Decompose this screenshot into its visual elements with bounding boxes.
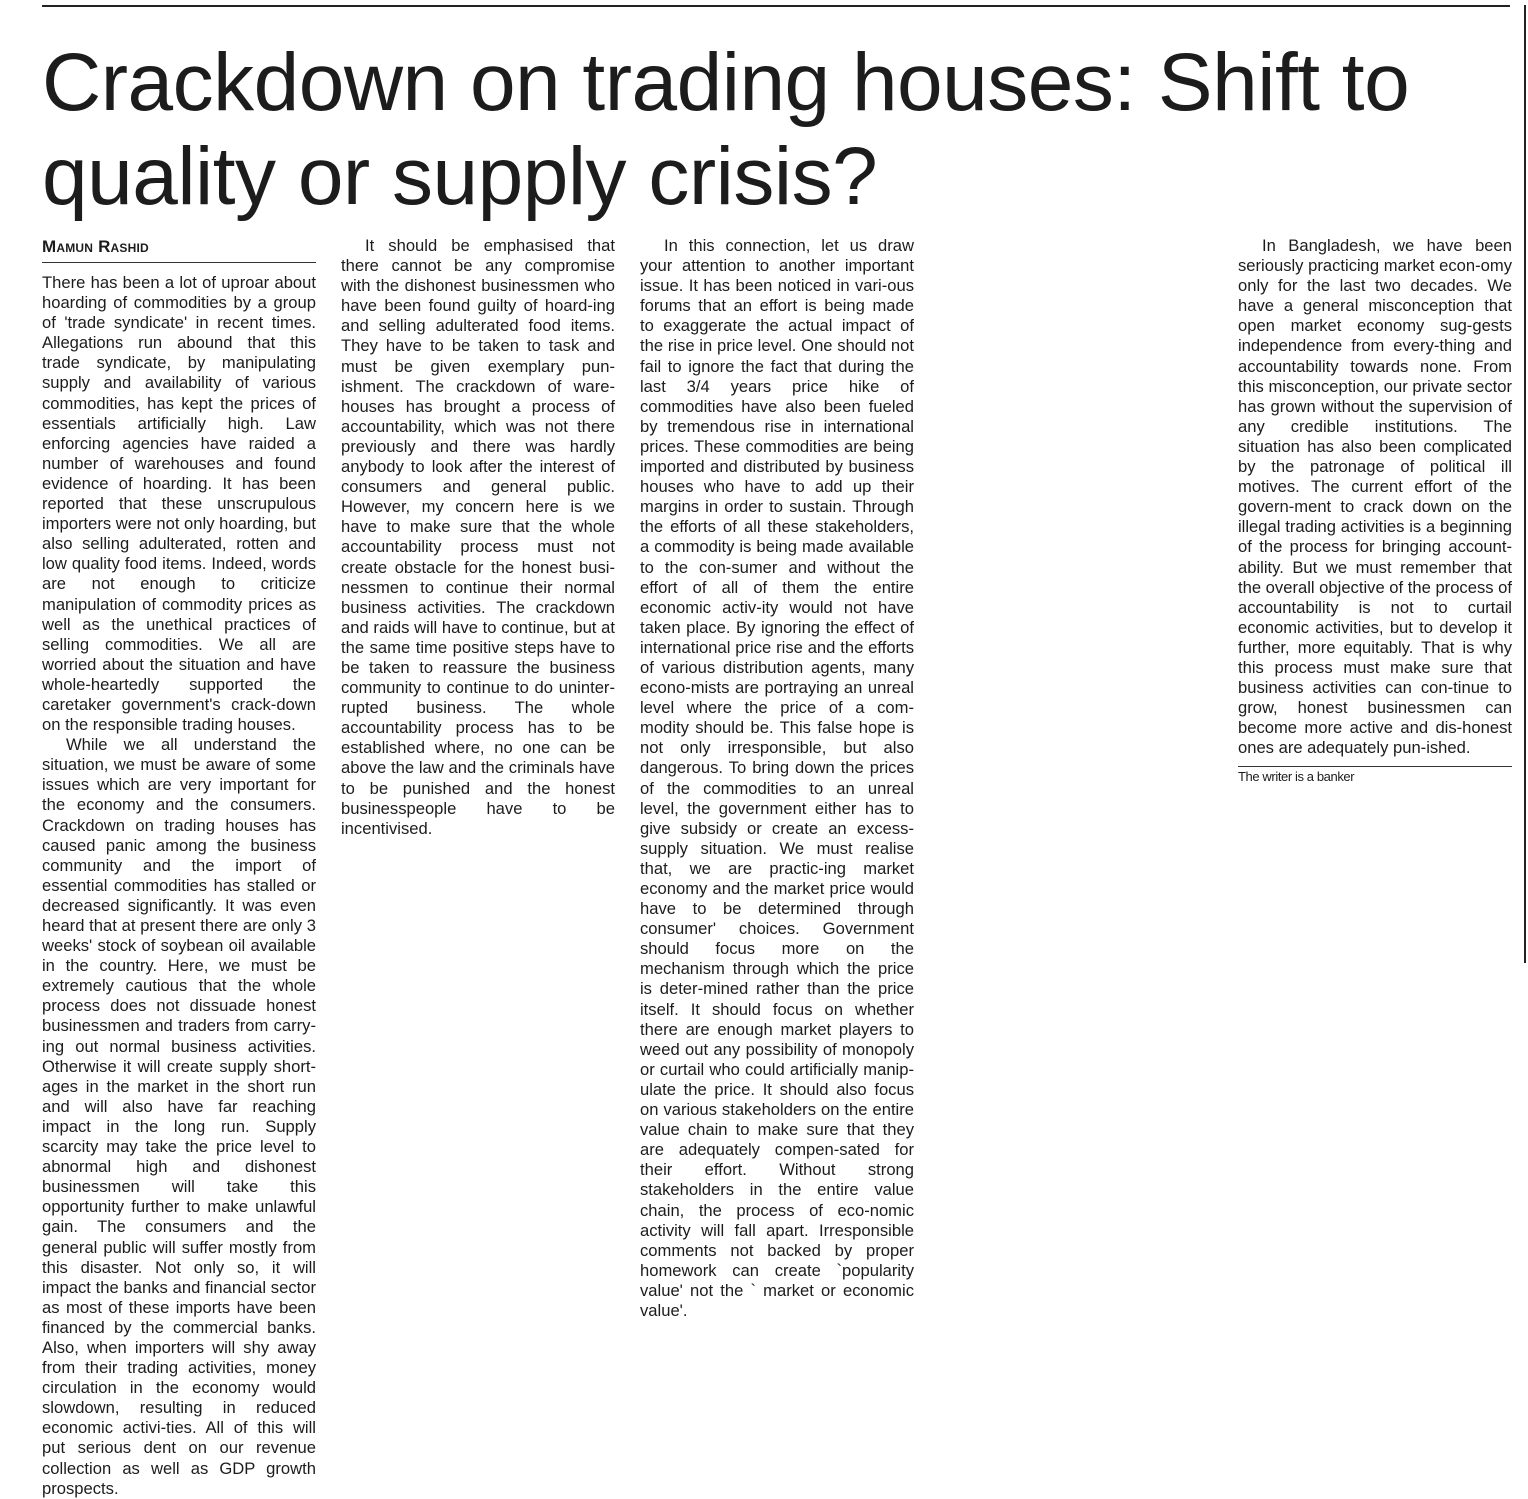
column-2 bbox=[341, 236, 615, 839]
paragraph-3: It should be emphasised that there cannot be any compromise with the dishonest businessmen who have been found guilty of hoard-ing and selling adulterated food items. They have to be taken to task and must be given exemplary pun-ishment. The crackdown of ware-houses has brought a process of accountability, which was not there previously and there was hardly anybody to look after the interest of consumers and general public. However, my concern here is we have to make sure that the whole accountability process must not create obstacle for the honest busi-nessmen to continue their normal business activities. The crackdown and raids will have to continue, but at the same time positive steps have to be taken to reassure the business community to continue to do uninter-rupted business. The whole accountability process has to be established where, no one can be above the law and the criminals have to be punished and the honest businesspeople have to be incentivised. bbox=[341, 236, 615, 838]
column-1 bbox=[42, 236, 316, 1499]
writer-note: The writer is a banker bbox=[1238, 769, 1355, 785]
paragraph-5: In Bangladesh, we have been seriously practicing market econ-omy only for the last two decades. We have a general misconception that open market economy sug-gests independence from every-thing and accountability towards none. From this misconception, our private sector has grown without the supervision of any credible institutions. The situation has also been complicated by the patronage of political ill motives. The current effort of the govern-ment to crack down on the illegal trading activities is a beginning of the process for bringing account-ability. But we must remember that the overall objective of the process of accountability is not to curtail economic activities, but to develop it further, more equitably. That is why this process must make sure that business activities can con-tinue to grow, honest businessmen can become more active and dis-honest ones are adequately pun-ished. bbox=[1238, 236, 1512, 758]
headline: Crackdown on trading houses: Shift to quality or supply crisis? bbox=[42, 37, 1410, 222]
paragraph-1: There has been a lot of uproar about hoarding of commodities by a group of 'trade syndicate' in recent times. Allegations run abound that this trade syndicate, by manipulating supply and availability of various commodities, has kept the prices of essentials artificially high. Law enforcing agencies have raided a number of warehouses and found evidence of hoarding. It has been reported that these unscrupulous importers were not only hoarding, but also selling adulterated, rotten and low quality food items. Indeed, words are not enough to criticize manipulation of commodity prices as well as the unethical practices of selling commodities. We all are worried about the situation and have whole-heartedly supported the caretaker government's crack-down on the responsible trading houses. bbox=[42, 273, 316, 735]
byline: Mamun Rashid bbox=[42, 236, 316, 263]
writer-rule bbox=[1238, 766, 1512, 767]
paragraph-2: While we all understand the situation, we must be aware of some issues which are very important for the economy and the consumers. Crackdown on trading houses has caused panic among the business community and the import of essential commodities has stalled or decreased significantly. It was even heard that at present there are only 3 weeks' stock of soybean oil available in the country. Here, we must be extremely cautious that the whole process does not dissuade honest businessmen and traders from carry-ing out normal business activities. Otherwise it will create supply short-ages in the market in the short run and will also have far reaching impact in the long run. Supply scarcity may take the price level to abnormal high and dishonest businessmen will take this opportunity further to make unlawful gain. The consumers and the general public will suffer mostly from this disaster. Not only so, it will impact the banks and financial sector as most of these imports have been financed by the commercial banks. Also, when importers will shy away from their trading activities, money circulation in the economy would slowdown, resulting in reduced economic activi-ties. All of this will put serious dent on our revenue collection as well as GDP growth prospects. bbox=[42, 735, 316, 1498]
right-rule bbox=[1524, 5, 1526, 963]
top-rule bbox=[42, 5, 1510, 7]
paragraph-4: In this connection, let us draw your attention to another important issue. It has been noticed in vari-ous forums that an effort is being made to exaggerate the actual impact of the rise in price level. One should not fail to ignore the fact that during the last 3/4 years price hike of commodities have also been fueled by tremendous rise in international prices. These commodities are being imported and distributed by business houses who have to add up their margins in order to sustain. Through the efforts of all these stakeholders, a commodity is being made available to the con-sumer and without the effort of all of them the entire economic activ-ity would not have taken place. By ignoring the effect of international price rise and the efforts of various distribution agents, many econo-mists are portraying an unreal level where the price of a com-modity should be. This false hope is not only irresponsible, but also dangerous. To bring down the prices of the commodities to an unreal level, the government either has to give subsidy or create an excess-supply situation. We must realise that, we are practic-ing market economy and the market price would have to be determined through consumer' choices. Government should focus more on the mechanism through which the price is deter-mined rather than the price itself. It should focus on whether there are enough market players to weed out any possibility of monopoly or curtail who could artificially manip-ulate the price. It should also focus on various stakeholders on the entire value chain to make sure that they are adequately compen-sated for their effort. Without strong stakeholders in the entire value chain, the process of eco-nomic activity will fall apart. Irresponsible comments not backed by proper homework can create `popularity value' not the ` market or economic value'. bbox=[640, 236, 914, 1320]
column-3 bbox=[640, 236, 914, 1321]
column-5 bbox=[1238, 236, 1512, 785]
